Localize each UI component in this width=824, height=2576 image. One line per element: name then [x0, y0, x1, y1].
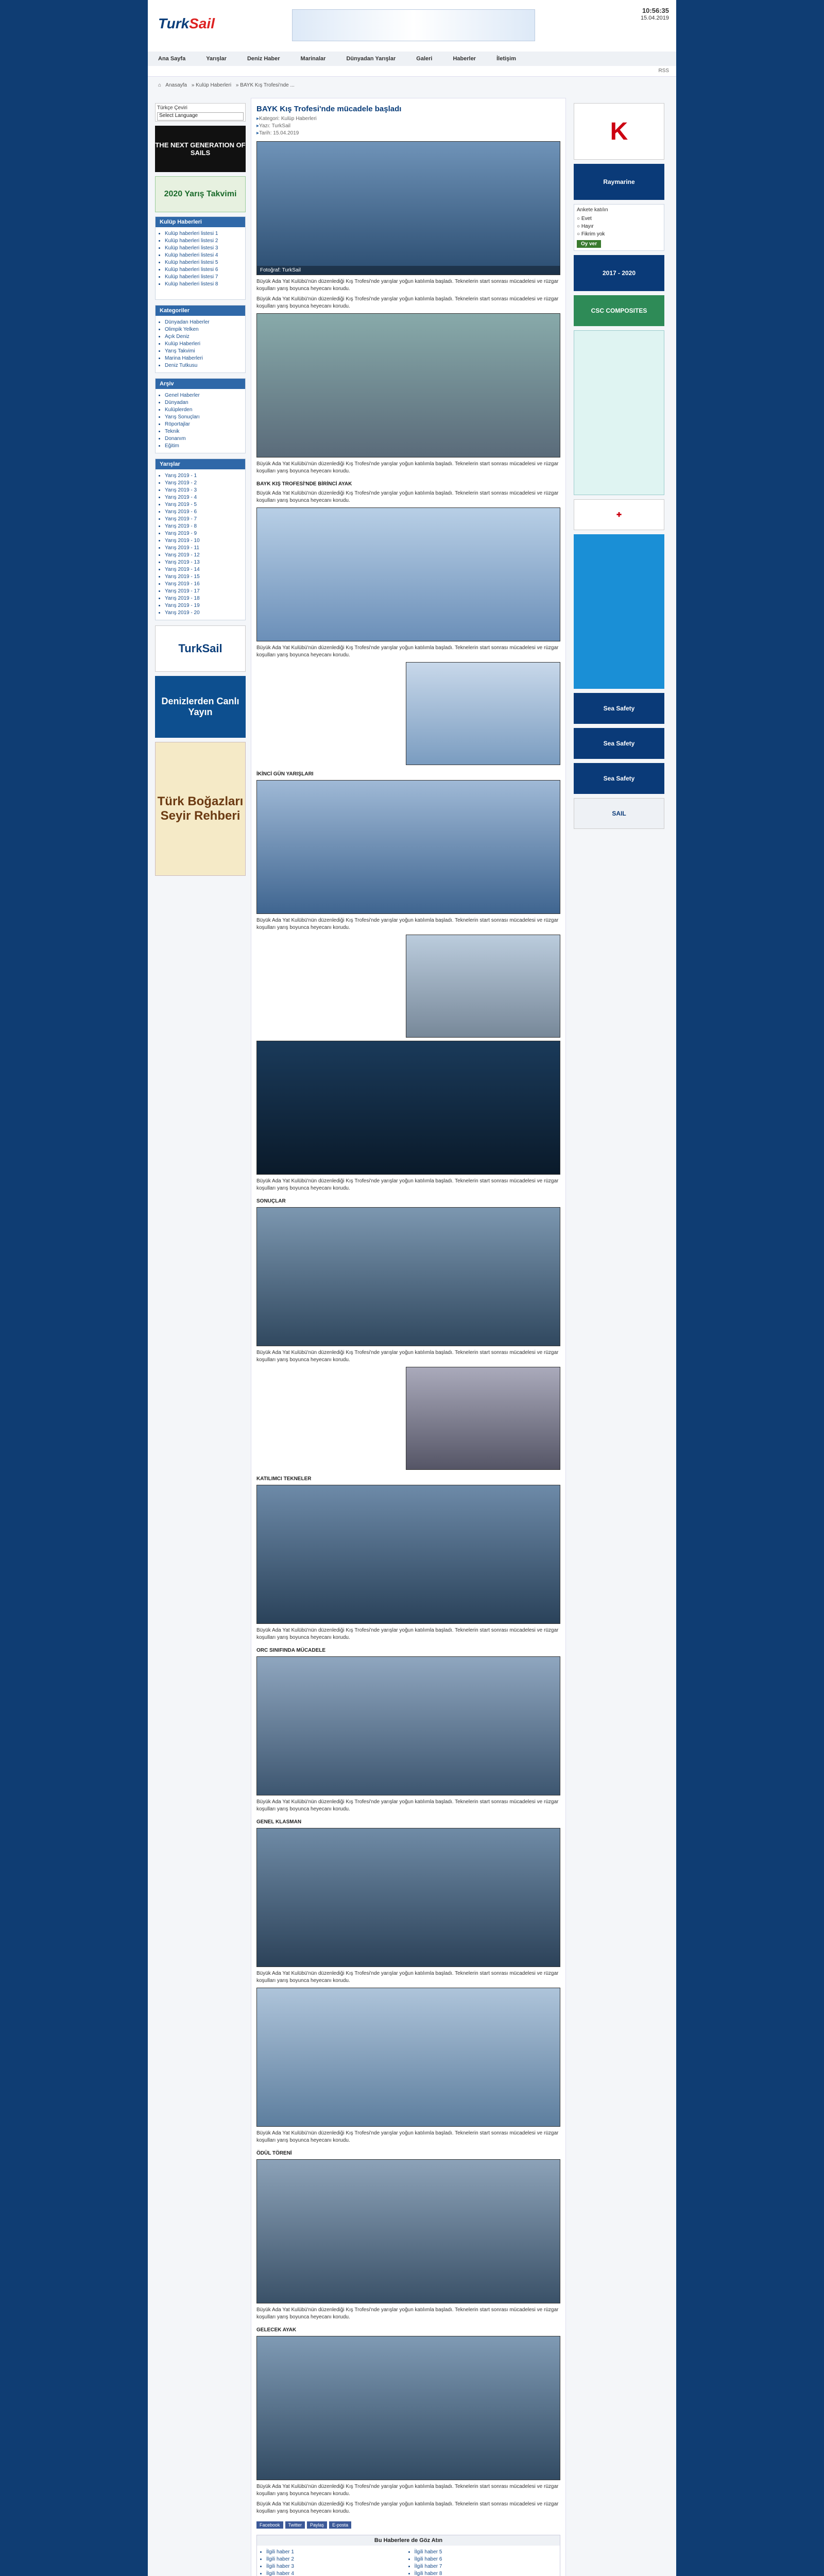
list-item[interactable]: • Yarış 2019 - 15 [165, 573, 242, 581]
list-item[interactable]: • Yarış 2019 - 1 [165, 472, 242, 480]
list-item[interactable]: • Kulüp haberleri listesi 3 [165, 245, 242, 252]
article-paragraph: Büyük Ada Yat Kulübü'nün düzenlediği Kış Trofesi'nde yarışlar yoğun katılımla başladı. Teknelerin start sonrası mücadelesi ve rüzgar koşulları yarış boyunca heyecanı korudu. [256, 1350, 559, 1363]
site-logo[interactable] [158, 15, 215, 32]
section-heading: ÖDÜL TÖRENİ [256, 2150, 292, 2156]
article-photo[interactable] [406, 1367, 560, 1470]
article-photo[interactable] [256, 1656, 560, 1795]
list-item[interactable]: • Olimpik Yelken [165, 326, 242, 333]
home-icon: ⌂ [158, 82, 162, 88]
categories-box [155, 305, 246, 373]
list-item[interactable]: • Yarış 2019 - 3 [165, 487, 242, 494]
sidebar-ad-sail[interactable]: SAIL [574, 798, 664, 829]
poll-option[interactable]: ○ Evet [577, 216, 592, 222]
breadcrumb-item[interactable]: Anasayfa [165, 82, 187, 88]
article-paragraph: Büyük Ada Yat Kulübü'nün düzenlediği Kış Trofesi'nde yarışlar yoğun katılımla başladı. Teknelerin start sonrası mücadelesi ve rüzgar koşulları yarış boyunca heyecanı korudu. [256, 2130, 559, 2143]
sidebar-ad-seasafety-3[interactable]: Sea Safety [574, 763, 664, 794]
related-item[interactable]: • İlgili haber 7 [415, 2563, 557, 2570]
breadcrumb-item[interactable]: Kulüp Haberleri [196, 82, 232, 88]
sidebar-ad-guide[interactable]: Türk Boğazları Seyir Rehberi [155, 742, 246, 876]
article-paragraph: Büyük Ada Yat Kulübü'nün düzenlediği Kış Trofesi'nde yarışlar yoğun katılımla başladı. Teknelerin start sonrası mücadelesi ve rüzgar koşulları yarış boyunca heyecanı korudu. [256, 1971, 559, 1984]
article-photo[interactable] [256, 1485, 560, 1624]
sidebar-ad-csc[interactable]: CSC COMPOSITES [574, 295, 664, 326]
list-item[interactable]: • Genel Haberler [165, 392, 242, 399]
list-item[interactable]: • Dünyadan [165, 399, 242, 406]
sidebar-ad-seasafety-1[interactable]: Sea Safety [574, 693, 664, 724]
list-item[interactable]: • Kulüp haberleri listesi 2 [165, 238, 242, 245]
related-item[interactable]: • İlgili haber 5 [415, 2549, 557, 2556]
nav-item[interactable]: Ana Sayfa [158, 56, 186, 62]
article-photo[interactable] [256, 141, 560, 275]
article-photo[interactable] [256, 313, 560, 457]
list-item[interactable]: • Deniz Tutkusu [165, 362, 242, 369]
related-articles [256, 2535, 560, 2576]
sidebar-ad-sails[interactable]: THE NEXT GENERATION OF SAILS [155, 126, 246, 172]
archive-box [155, 378, 246, 453]
breadcrumb: ⌂ Anasayfa » Kulüp Haberleri » BAYK Kış Trofesi'nde ... [158, 82, 295, 88]
share-facebook-button[interactable]: Facebook [256, 2521, 283, 2529]
language-select[interactable]: Select Language [157, 112, 244, 121]
sub-nav [148, 66, 676, 77]
nav-item[interactable]: Galeri [416, 56, 433, 62]
list-item[interactable]: • Kulüp haberleri listesi 5 [165, 259, 242, 266]
nav-item[interactable]: Yarışlar [206, 56, 227, 62]
section-heading: GENEL KLASMAN [256, 1819, 302, 1825]
logo-accent: Sail [189, 15, 215, 31]
language-widget [155, 103, 246, 122]
list-item[interactable]: • Kulüp haberleri listesi 4 [165, 252, 242, 259]
list-item[interactable]: • Dünyadan Haberler [165, 319, 242, 326]
article-paragraph: Büyük Ada Yat Kulübü'nün düzenlediği Kış Trofesi'nde yarışlar yoğun katılımla başladı. Teknelerin start sonrası mücadelesi ve rüzgar koşulları yarış boyunca heyecanı korudu. [256, 2307, 559, 2320]
list-item[interactable]: • Yarış 2019 - 18 [165, 595, 242, 602]
list-item[interactable]: • Kulüp Haberleri [165, 341, 242, 348]
article-paragraph: Büyük Ada Yat Kulübü'nün düzenlediği Kış Trofesi'nde yarışlar yoğun katılımla başladı. Teknelerin start sonrası mücadelesi ve rüzgar koşulları yarış boyunca heyecanı korudu. [256, 490, 559, 503]
nav-item[interactable]: Deniz Haber [247, 56, 280, 62]
list-item[interactable]: • Teknik [165, 428, 242, 435]
nav-item[interactable]: Haberler [453, 56, 476, 62]
box-title: Kulüp Haberleri [156, 217, 245, 227]
sidebar-ad-k[interactable]: K [574, 103, 664, 160]
sidebar-ad-blue[interactable] [574, 534, 664, 689]
article-paragraph: Büyük Ada Yat Kulübü'nün düzenlediği Kış Trofesi'nde yarışlar yoğun katılımla başladı. Teknelerin start sonrası mücadelesi ve rüzgar koşulları yarış boyunca heyecanı korudu. [256, 1799, 559, 1812]
article-paragraph: Büyük Ada Yat Kulübü'nün düzenlediği Kış Trofesi'nde yarışlar yoğun katılımla başladı. Teknelerin start sonrası mücadelesi ve rüzgar koşulları yarış boyunca heyecanı korudu. [256, 279, 559, 292]
article-photo[interactable] [406, 662, 560, 765]
list-item[interactable]: • Yarış 2019 - 11 [165, 545, 242, 552]
nav-item[interactable]: Dünyadan Yarışlar [346, 56, 396, 62]
list-item[interactable]: • Yarış Sonuçları [165, 414, 242, 421]
list-item[interactable]: • Kulüplerden [165, 406, 242, 414]
breadcrumb-item: BAYK Kış Trofesi'nde ... [240, 82, 295, 88]
poll-vote-button[interactable]: Oy ver [577, 240, 601, 248]
article-photo[interactable] [256, 1041, 560, 1175]
sidebar-ad-calendar[interactable]: 2020 Yarış Takvimi [155, 176, 246, 212]
share-button[interactable]: Paylaş [307, 2521, 327, 2529]
related-item[interactable]: • İlgili haber 6 [415, 2556, 557, 2563]
list-item[interactable]: • Yarış 2019 - 10 [165, 537, 242, 545]
box-title: Arşiv [156, 379, 245, 389]
list-item[interactable]: • Kulüp haberleri listesi 6 [165, 266, 242, 274]
related-title: Bu Haberlere de Göz Atın [257, 2535, 560, 2546]
list-item[interactable]: • Yarış 2019 - 17 [165, 588, 242, 595]
list-item[interactable]: • Yarış 2019 - 12 [165, 552, 242, 559]
section-heading: İKİNCİ GÜN YARIŞLARI [256, 771, 314, 777]
article-paragraph: Büyük Ada Yat Kulübü'nün düzenlediği Kış Trofesi'nde yarışlar yoğun katılımla başladı. Teknelerin start sonrası mücadelesi ve rüzgar koşulları yarış boyunca heyecanı korudu. [256, 2484, 559, 2497]
sidebar-ad-tall[interactable] [574, 330, 664, 495]
list-item[interactable]: • Eğitim [165, 443, 242, 450]
poll-option[interactable]: ○ Hayır [577, 224, 594, 229]
article-meta [256, 115, 560, 137]
sidebar-ad-turksail[interactable]: TurkSail [155, 625, 246, 672]
list-item[interactable]: • Yarış 2019 - 19 [165, 602, 242, 609]
rss-link[interactable]: RSS [658, 68, 669, 74]
page [148, 0, 676, 2576]
meta-line: ▸ Tarih: 15.04.2019 [256, 130, 560, 137]
article-photo[interactable] [256, 2336, 560, 2480]
list-item[interactable]: • Açık Deniz [165, 333, 242, 341]
section-heading: SONUÇLAR [256, 1198, 286, 1204]
list-item[interactable]: • Yarış 2019 - 2 [165, 480, 242, 487]
list-item[interactable]: • Kulüp haberleri listesi 1 [165, 230, 242, 238]
list-item[interactable]: • Yarış 2019 - 9 [165, 530, 242, 537]
box-title: Yarışlar [156, 459, 245, 469]
sidebar-ad-seasafety-2[interactable]: Sea Safety [574, 728, 664, 759]
sidebar-ad-live[interactable]: Denizlerden Canlı Yayın [155, 676, 246, 738]
top-banner-ad[interactable] [292, 9, 535, 41]
clock-time: 10:56:35 [642, 7, 669, 14]
list-item[interactable]: • Yarış 2019 - 7 [165, 516, 242, 523]
article-paragraph: Büyük Ada Yat Kulübü'nün düzenlediği Kış Trofesi'nde yarışlar yoğun katılımla başladı. Teknelerin start sonrası mücadelesi ve rüzgar koşulları yarış boyunca heyecanı korudu. [256, 1178, 559, 1191]
list-item[interactable]: • Donanım [165, 435, 242, 443]
share-twitter-button[interactable]: Twitter [285, 2521, 305, 2529]
list-item[interactable]: • Yarış 2019 - 14 [165, 566, 242, 573]
club-news-box [155, 216, 246, 300]
list-item[interactable]: • Yarış 2019 - 20 [165, 609, 242, 617]
poll-option[interactable]: ○ Fikrim yok [577, 231, 605, 237]
poll-option-label: Evet [581, 216, 592, 222]
poll-question: Ankete katılın [577, 207, 608, 213]
list-item[interactable]: • Kulüp haberleri listesi 8 [165, 281, 242, 288]
photo-caption: Fotoğraf: TurkSail [257, 266, 560, 275]
nav-item[interactable]: İletişim [496, 56, 516, 62]
list-item[interactable]: • Yarış 2019 - 8 [165, 523, 242, 530]
clock-date: 15.04.2019 [640, 15, 669, 21]
list-item[interactable]: • Yarış Takvimi [165, 348, 242, 355]
article-paragraph: Büyük Ada Yat Kulübü'nün düzenlediği Kış Trofesi'nde yarışlar yoğun katılımla başladı. Teknelerin start sonrası mücadelesi ve rüzgar koşulları yarış boyunca heyecanı korudu. [256, 2501, 559, 2514]
main-nav [148, 52, 676, 66]
races-box [155, 459, 246, 620]
article-photo[interactable] [256, 1988, 560, 2127]
article-paragraph: Büyük Ada Yat Kulübü'nün düzenlediği Kış Trofesi'nde yarışlar yoğun katılımla başladı. Teknelerin start sonrası mücadelesi ve rüzgar koşulları yarış boyunca heyecanı korudu. [256, 645, 559, 658]
list-item[interactable]: • Marina Haberleri [165, 355, 242, 362]
article-photo[interactable] [256, 1207, 560, 1346]
sidebar-ad-2017[interactable]: 2017 - 2020 [574, 255, 664, 291]
poll-option-label: Hayır [581, 224, 594, 229]
related-item[interactable]: • İlgili haber 4 [266, 2570, 409, 2576]
article-photo[interactable] [256, 780, 560, 914]
site-header [148, 0, 676, 52]
related-item[interactable]: • İlgili haber 2 [266, 2556, 409, 2563]
section-heading: BAYK KIŞ TROFESİ'NDE BİRİNCİ AYAK [256, 481, 352, 487]
box-title: Kategoriler [156, 306, 245, 316]
list-item[interactable]: • Yarış 2019 - 13 [165, 559, 242, 566]
meta-line: ▸ Yazı: TurkSail [256, 123, 560, 130]
article-title: BAYK Kış Trofesi'nde mücadele başladı [256, 105, 402, 113]
list-item[interactable]: • Kulüp haberleri listesi 7 [165, 274, 242, 281]
section-heading: ORC SINIFINDA MÜCADELE [256, 1648, 326, 1653]
logo-main: Turk [158, 15, 190, 31]
article-photo[interactable] [256, 507, 560, 641]
left-sidebar [155, 103, 246, 880]
poll-widget [574, 204, 664, 251]
language-label: Türkçe Çeviri [157, 105, 187, 111]
sidebar-ad-raymarine[interactable]: Raymarine [574, 164, 664, 200]
share-email-button[interactable]: E-posta [329, 2521, 351, 2529]
nav-item[interactable]: Marinalar [300, 56, 326, 62]
article-paragraph: Büyük Ada Yat Kulübü'nün düzenlediği Kış Trofesi'nde yarışlar yoğun katılımla başladı. Teknelerin start sonrası mücadelesi ve rüzgar koşulları yarış boyunca heyecanı korudu. [256, 918, 559, 930]
list-item[interactable]: • Yarış 2019 - 4 [165, 494, 242, 501]
related-item[interactable]: • İlgili haber 1 [266, 2549, 409, 2556]
meta-line: ▸ Kategori: Kulüp Haberleri [256, 115, 560, 123]
list-item[interactable]: • Yarış 2019 - 16 [165, 581, 242, 588]
clock [641, 7, 669, 22]
article-photo[interactable] [256, 2159, 560, 2303]
list-item[interactable]: • Röportajlar [165, 421, 242, 428]
right-sidebar [570, 103, 668, 833]
article-paragraph: Büyük Ada Yat Kulübü'nün düzenlediği Kış Trofesi'nde yarışlar yoğun katılımla başladı. Teknelerin start sonrası mücadelesi ve rüzgar koşulları yarış boyunca heyecanı korudu. [256, 296, 559, 309]
section-heading: GELECEK AYAK [256, 2327, 297, 2333]
sidebar-ad-cross[interactable]: ✚ [574, 499, 664, 530]
article-photo[interactable] [406, 935, 560, 1038]
article-photo[interactable] [256, 1828, 560, 1967]
article-paragraph: Büyük Ada Yat Kulübü'nün düzenlediği Kış Trofesi'nde yarışlar yoğun katılımla başladı. Teknelerin start sonrası mücadelesi ve rüzgar koşulları yarış boyunca heyecanı korudu. [256, 1628, 559, 1640]
share-bar [256, 2521, 560, 2529]
related-item[interactable]: • İlgili haber 3 [266, 2563, 409, 2570]
list-item[interactable]: • Yarış 2019 - 6 [165, 509, 242, 516]
related-item[interactable]: • İlgili haber 8 [415, 2570, 557, 2576]
section-heading: KATILIMCI TEKNELER [256, 1476, 312, 1482]
poll-option-label: Fikrim yok [581, 231, 605, 237]
article [251, 98, 566, 2576]
article-paragraph: Büyük Ada Yat Kulübü'nün düzenlediği Kış Trofesi'nde yarışlar yoğun katılımla başladı. Teknelerin start sonrası mücadelesi ve rüzgar koşulları yarış boyunca heyecanı korudu. [256, 461, 559, 474]
list-item[interactable]: • Yarış 2019 - 5 [165, 501, 242, 509]
